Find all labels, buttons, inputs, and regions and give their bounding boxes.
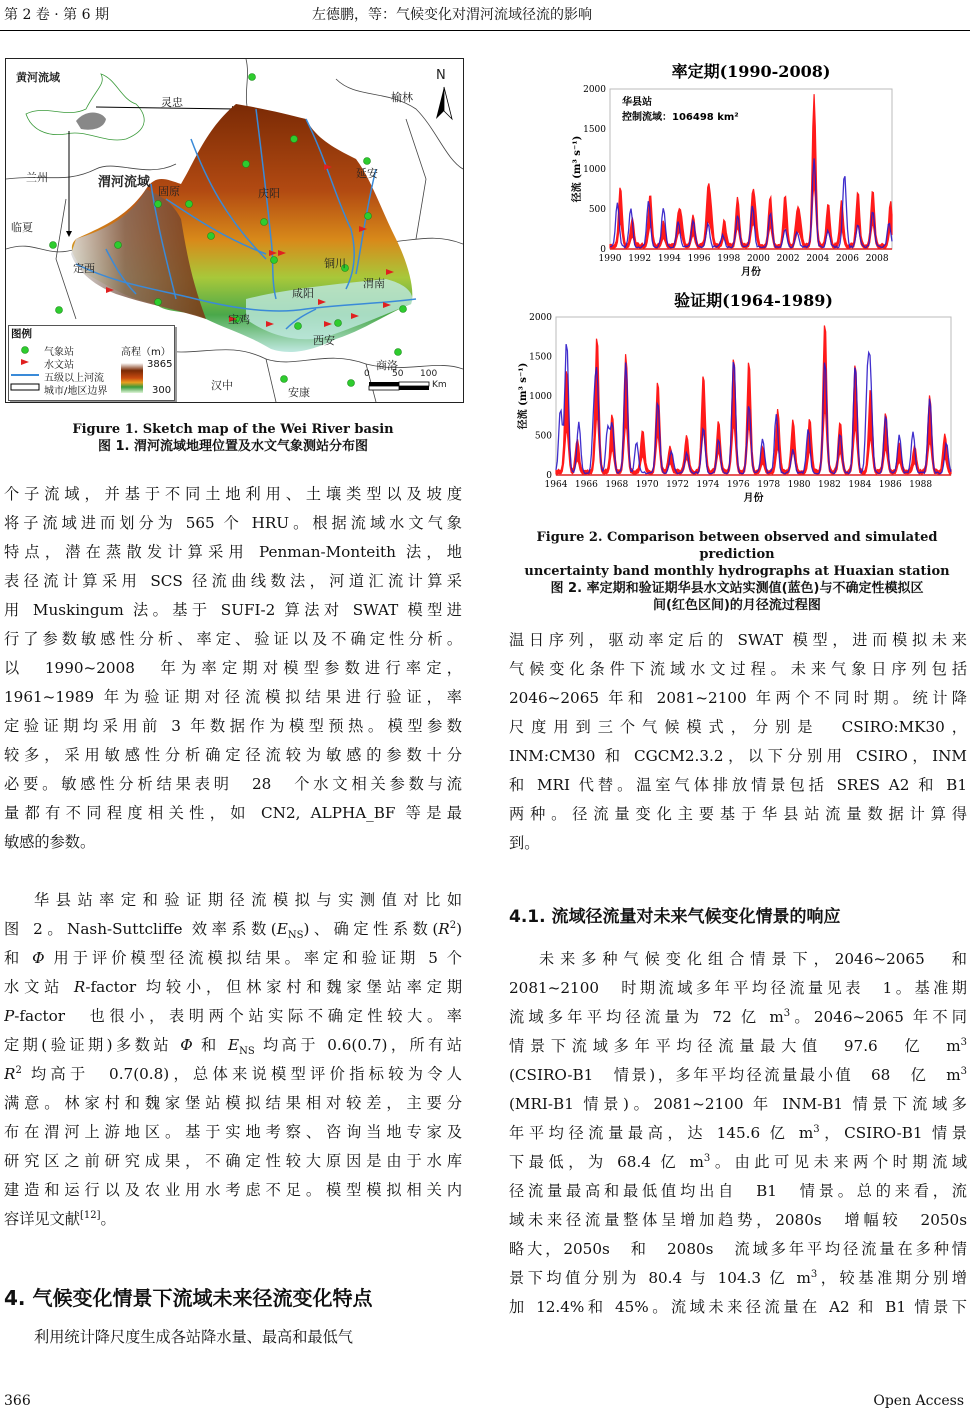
- text-line: 未来多种气候变化组合情景下，2046~2065 和: [539, 950, 967, 968]
- page-number: 366: [4, 1393, 31, 1409]
- text-line: 和 Φ 用于评价模型径流模拟结果。率定和验证期 5 个: [4, 949, 462, 967]
- scale-unit: Km: [432, 380, 447, 390]
- text-line: 到。: [509, 834, 540, 852]
- x-tick-label: 1970: [635, 480, 659, 490]
- x-tick-label: 1986: [878, 480, 902, 490]
- legend-elevation-min: 300: [152, 385, 172, 396]
- x-tick-label: 1992: [628, 254, 652, 264]
- figure2-caption-zh-1: 图 2. 率定期和验证期华县水文站实测值(蓝色)与不确定性模拟区: [550, 581, 924, 596]
- text-line: 以 1990~2008 年为率定期对模型参数进行率定，: [4, 659, 462, 677]
- x-tick-label: 1984: [848, 480, 872, 490]
- y-tick-label: 2000: [529, 313, 552, 323]
- running-title: 左德鹏，等：气候变化对渭河流域径流的影响: [312, 7, 592, 23]
- city-label: 临夏: [11, 221, 33, 234]
- text-line: 定期(验证期)多数站 Φ 和 $E_{NS}$ 均高于 0.6(0.7)，所有站: [4, 1036, 462, 1058]
- running-header: [0, 0, 970, 31]
- text-line: $R^2$ 均高于 0.7(0.8)，总体来说模型评价指标较为令人: [4, 1064, 462, 1083]
- scale-tick: 0: [364, 369, 370, 379]
- city-label: 兰州: [26, 171, 48, 184]
- text-line: 特点，潜在蒸散发计算采用 Penman-Monteith 法，地: [4, 543, 462, 561]
- legend-boundary: 城市/地区边界: [44, 386, 108, 397]
- y-tick-label: 1500: [529, 352, 552, 363]
- city-label: 汉中: [211, 379, 233, 392]
- text-line: 容详见文献[12]。: [4, 1209, 116, 1228]
- text-line: (MRI-B1 情景)。2081~2100 年 INM-B1 情景下流域多: [509, 1095, 967, 1113]
- city-label: 商洛: [376, 359, 398, 372]
- scale-tick: 50: [392, 369, 404, 379]
- city-label: 渭南: [363, 277, 385, 290]
- text-line: 量都有不同程度相关性，如 CN2, ALPHA_BF 等是最: [4, 804, 462, 822]
- city-label: 延安: [356, 167, 378, 180]
- y-tick-label: 1000: [529, 392, 552, 402]
- text-line: 景下均值分别为 80.4 与 104.3 亿 $m^3$，较基准期分别增: [509, 1268, 967, 1287]
- text-line: 水文站 R-factor 均较小，但林家村和魏家堡站率定期: [4, 978, 462, 996]
- city-label: 铜川: [324, 257, 346, 270]
- elevation-ramp: [121, 363, 143, 393]
- text-line: 满意。林家村和魏家堡站模拟结果相对较差，主要分: [4, 1094, 462, 1112]
- figure2-caption: [506, 529, 968, 614]
- paragraph-methods: [4, 480, 462, 857]
- hydro-station-icon: [21, 359, 29, 365]
- section-4-1-heading: 4.1. 流域径流量对未来气候变化情景的响应: [509, 907, 841, 927]
- x-tick-label: 1976: [726, 480, 750, 490]
- inset-title: 黄河流域: [16, 71, 60, 84]
- y-tick-label: 0: [600, 245, 606, 255]
- x-tick-label: 2008: [865, 254, 889, 264]
- figure1-caption: [0, 421, 466, 455]
- text-line: 将子流域进而划分为 565 个 HRU。根据流域水文气象: [4, 514, 462, 532]
- legend-elevation-title: 高程（m）: [121, 347, 171, 358]
- calibration-hydrograph-chart: [510, 55, 960, 290]
- text-line: 流域多年平均径流量为 72 亿 $m^3$。2046~2065 年不同: [509, 1007, 967, 1026]
- text-line: 两种。径流量变化主要基于华县站流量数据计算得: [509, 805, 967, 823]
- text-line: 下最低，为 68.4 亿 $m^3$。由此可见未来两个时期流域: [509, 1152, 967, 1171]
- city-label: 庆阳: [258, 187, 280, 200]
- text-line: 个子流域，并基于不同土地利用、土壤类型以及坡度: [4, 485, 462, 503]
- chart-title: 率定期(1990-2008): [671, 62, 831, 81]
- y-tick-label: 2000: [583, 85, 606, 95]
- city-label: 榆林: [391, 91, 413, 104]
- text-line: 径流量最高和最低值均出自 B1 情景。总的来看，流: [509, 1182, 967, 1200]
- y-tick-label: 0: [546, 471, 552, 481]
- text-line: 略大，2050s 和 2080s 流域多年平均径流量在多种情: [509, 1240, 967, 1258]
- text-line: 年平均径流量最高，达 145.6 亿 $m^3$，CSIRO-B1 情景: [509, 1123, 967, 1142]
- y-axis-label: 径流 (m³ s⁻¹): [572, 135, 583, 203]
- text-line: 敏感的参数。: [4, 833, 96, 851]
- text-line: 较多，采用敏感性分析确定径流较为敏感的参数十分: [4, 746, 462, 764]
- section-4-heading: 4. 气候变化情景下流域未来径流变化特点: [4, 1286, 373, 1310]
- text-line: 用 Muskingum 法。基于 SUFI-2 算法对 SWAT 模型进: [4, 601, 462, 619]
- legend-elevation-max: 3865: [147, 359, 173, 370]
- basin-label: 渭河流域: [98, 175, 151, 190]
- text-line: 布在渭河上游地区。基于实地考察、咨询当地专家及: [4, 1123, 462, 1141]
- text-line: 华县站率定和验证期径流模拟与实测值对比如: [34, 891, 462, 909]
- x-axis-label: 月份: [743, 493, 764, 504]
- north-label: N: [436, 68, 446, 83]
- x-tick-label: 1966: [574, 480, 598, 490]
- citation-ref[interactable]: [12]: [79, 1209, 101, 1221]
- text-line: 图 2。Nash-Suttcliffe 效率系数$(E_{NS})$、确定性系数$(R^2)$: [4, 919, 462, 942]
- validation-hydrograph-chart: [510, 290, 960, 515]
- text-line: 尺度用到三个气候模式，分别是 CSIRO:MK30，: [509, 718, 967, 736]
- x-tick-label: 1988: [909, 480, 933, 490]
- north-arrow: [436, 87, 452, 119]
- legend-river: 五级以上河流: [44, 373, 104, 384]
- x-tick-label: 1994: [657, 254, 681, 264]
- x-tick-label: 1998: [717, 254, 741, 264]
- x-tick-label: 1974: [696, 480, 720, 490]
- chart-title: 验证期(1964-1989): [674, 291, 833, 310]
- x-tick-label: 1968: [605, 480, 629, 490]
- y-tick-label: 1000: [583, 165, 606, 175]
- paragraph-calibration-results: [4, 886, 462, 1234]
- x-tick-label: 2000: [746, 254, 770, 264]
- text-line: P-factor 也很小，表明两个站实际不确定性较大。率: [4, 1007, 462, 1025]
- x-tick-label: 2004: [806, 254, 830, 264]
- paragraph-runoff-response: [509, 945, 967, 1322]
- figure2-caption-en-1: Figure 2. Comparison between observed and simulated prediction: [536, 530, 938, 562]
- series-uncertainty-band: [556, 326, 951, 475]
- x-tick-label: 1996: [687, 254, 711, 264]
- text-line: 必要。敏感性分析结果表明 28 个水文相关参数与流: [4, 775, 462, 793]
- city-label: 定西: [73, 262, 95, 275]
- text-line: 行了参数敏感性分析、率定、验证以及不确定性分析。: [4, 630, 462, 648]
- volume-issue: 第 2 卷 · 第 6 期: [4, 7, 109, 23]
- text-line: 利用统计降尺度生成各站降水量、最高和最低气: [34, 1328, 353, 1346]
- text-line: 情景下流域多年平均径流量最大值 97.6 亿 $m^3$: [509, 1036, 967, 1055]
- annotation-area: 控制流域：106498 km²: [622, 112, 739, 123]
- legend-hydro-station: 水文站: [44, 360, 74, 371]
- paragraph-scenarios: [509, 626, 967, 858]
- scale-tick: 100: [420, 369, 438, 379]
- text-line: 1961~1989 年为验证期对径流模拟结果进行验证，率: [4, 688, 462, 706]
- text-line: 2081~2100 时期流域多年平均径流量见表 1。基准期: [509, 979, 967, 997]
- text-line: 表径流计算采用 SCS 径流曲线数法，河道汇流计算采: [4, 572, 462, 590]
- map-legend: [8, 325, 175, 401]
- boundary-icon: [11, 384, 39, 390]
- series-observed-line: [556, 344, 951, 474]
- text-line: 2046~2065 年和 2081~2100 年两个不同时期。统计降: [509, 689, 967, 707]
- text-line: 和 MRI 代替。温室气体排放情景包括 SRES A2 和 B1: [509, 776, 967, 794]
- text-line: 定验证期均采用前 3 年数据作为模型预热。模型参数: [4, 717, 462, 735]
- y-tick-label: 500: [588, 205, 606, 215]
- legend-title: 图例: [11, 328, 32, 340]
- text-line: 温日序列，驱动率定后的 SWAT 模型，进而模拟未来: [509, 631, 967, 649]
- x-tick-label: 1982: [818, 480, 841, 490]
- x-tick-label: 2002: [776, 254, 800, 264]
- x-axis-label: 月份: [741, 267, 761, 278]
- text-line: 研究区之前研究成果，不确定性较大原因是由于水库: [4, 1152, 462, 1170]
- annotation-station: 华县站: [622, 97, 652, 108]
- legend-weather-station: 气象站: [44, 347, 74, 358]
- x-tick-label: 1972: [666, 480, 689, 490]
- weather-station-icon: [22, 347, 29, 354]
- text-line: 气候变化条件下流域水文过程。未来气象日序列包括: [509, 660, 967, 678]
- x-tick-label: 1964: [544, 480, 568, 490]
- text-line: 域未来径流量整体呈增加趋势，2080s 增幅较 2050s: [509, 1211, 967, 1229]
- text-line: 加 12.4%和 45%。流域未来径流量在 A2 和 B1 情景下: [509, 1298, 967, 1316]
- city-label: 灵忠: [161, 96, 183, 109]
- y-tick-label: 1500: [583, 125, 606, 135]
- figure1-caption-en: Figure 1. Sketch map of the Wei River basin: [72, 422, 394, 437]
- figure1-caption-zh: 图 1. 渭河流域地理位置及水文气象测站分布图: [97, 439, 369, 454]
- text-line: INM:CM30 和 CGCM2.3.2，以下分别用 CSIRO，INM: [509, 747, 967, 765]
- scale-bar: [369, 382, 429, 390]
- x-tick-label: 2006: [836, 254, 859, 264]
- paragraph-section4: [4, 1323, 462, 1352]
- y-axis-label: 径流 (m³ s⁻¹): [518, 362, 529, 430]
- publisher-label: Open Access: [873, 1393, 964, 1409]
- text-line: 建造和运行以及农业用水考虑不足。模型模拟相关内: [4, 1181, 462, 1199]
- y-tick-label: 500: [534, 431, 552, 442]
- figure2-caption-zh-2: 间(红色区间)的月径流过程图: [653, 598, 821, 613]
- x-tick-label: 1980: [787, 480, 811, 490]
- city-label: 西安: [313, 334, 335, 347]
- text-line: (CSIRO-B1 情景)，多年平均径流量最小值 68 亿 $m^3$: [509, 1065, 967, 1084]
- x-tick-label: 1978: [757, 480, 781, 490]
- city-label: 固原: [158, 185, 180, 198]
- city-label: 咸阳: [292, 287, 314, 300]
- x-tick-label: 1990: [598, 254, 622, 264]
- figure2-caption-en-2: uncertainty band monthly hydrographs at Huaxian station: [524, 564, 950, 579]
- city-label: 安康: [288, 386, 310, 399]
- wei-river-basin-map: [5, 58, 464, 403]
- city-label: 宝鸡: [228, 313, 250, 326]
